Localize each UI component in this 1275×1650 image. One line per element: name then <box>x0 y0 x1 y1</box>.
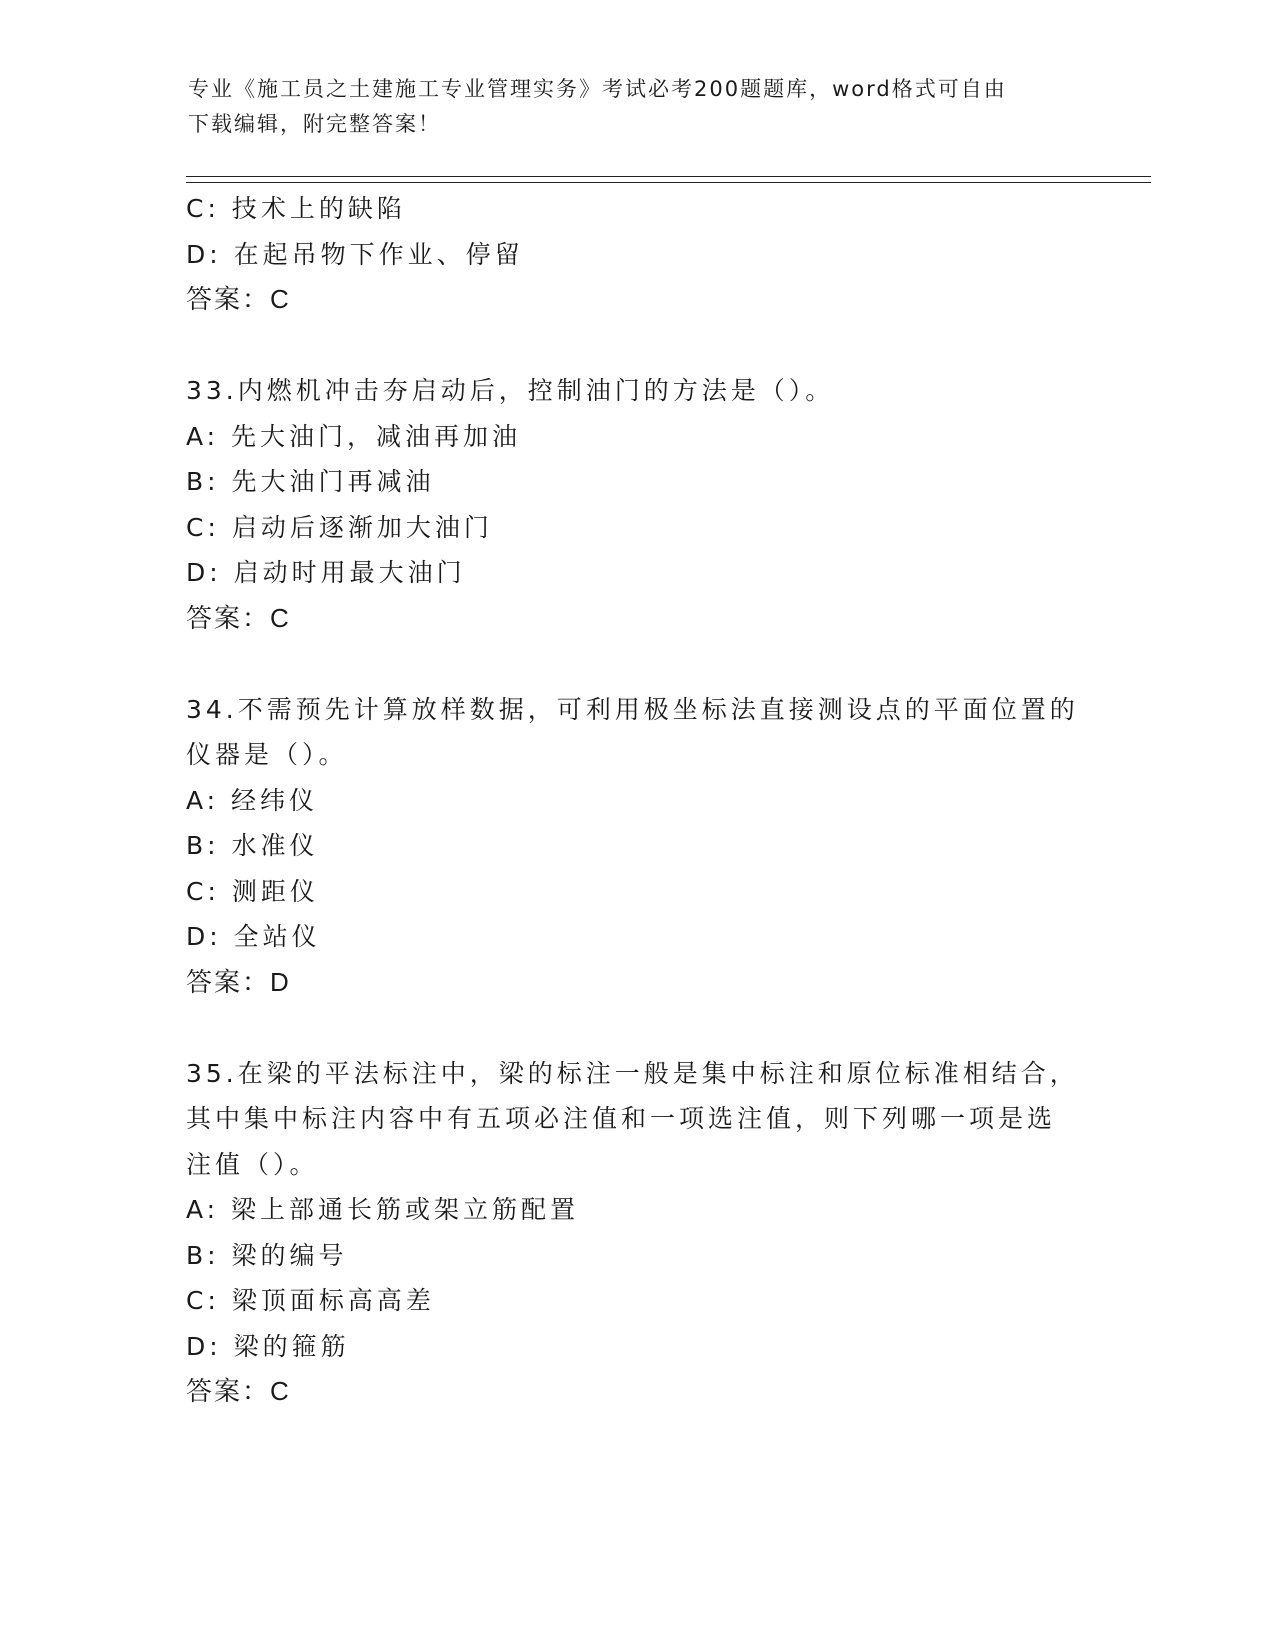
option-b: B: 梁的编号 <box>186 1240 348 1270</box>
question-gap <box>186 1005 1086 1051</box>
option-a: A: 先大油门，减油再加油 <box>186 421 522 451</box>
question-stem-line-3: 注值（）。 <box>186 1149 319 1179</box>
question-32-continued <box>186 186 1086 323</box>
option-d: D: 启动时用最大油门 <box>186 558 466 587</box>
option-b: B: 先大油门再减油 <box>186 467 435 496</box>
question-34 <box>186 687 1086 1006</box>
answer-line: 答案：C <box>186 602 291 633</box>
answer-line: 答案：C <box>186 284 291 314</box>
question-stem-line-2: 其中集中标注内容中有五项必注值和一项选注值，则下列哪一项是选 <box>186 1104 1057 1133</box>
answer-line: 答案：D <box>186 966 291 997</box>
header-line-2: 下载编辑，附完整答案！ <box>188 112 441 136</box>
option-d: D: 全站仪 <box>186 922 321 951</box>
question-gap <box>186 641 1086 687</box>
question-33 <box>186 368 1086 641</box>
question-stem: 33.内燃机冲击夯启动后，控制油门的方法是（）。 <box>186 376 835 405</box>
answer-line: 答案：C <box>186 1376 291 1406</box>
document-header <box>188 72 1088 142</box>
question-gap <box>186 323 1086 369</box>
option-c: C: 测距仪 <box>186 876 319 906</box>
question-list <box>186 186 1086 1415</box>
question-stem-line-1: 35.在梁的平法标注中，梁的标注一般是集中标注和原位标准相结合， <box>186 1058 1079 1088</box>
option-c: C: 启动后逐渐加大油门 <box>186 512 493 542</box>
question-stem-line-1: 34.不需预先计算放样数据，可利用极坐标法直接测设点的平面位置的 <box>186 694 1079 724</box>
option-d: D: 梁的箍筋 <box>186 1331 350 1361</box>
option-c: C: 技术上的缺陷 <box>186 194 406 223</box>
header-divider <box>186 176 1151 183</box>
option-a: A: 梁上部通长筋或架立筋配置 <box>186 1195 580 1224</box>
option-b: B: 水准仪 <box>186 831 319 860</box>
option-c: C: 梁顶面标高高差 <box>186 1286 435 1315</box>
header-line-1: 专业《施工员之土建施工专业管理实务》考试必考200题题库，word格式可自由 <box>188 77 1007 101</box>
option-d: D: 在起吊物下作业、停留 <box>186 239 524 269</box>
option-a: A: 经纬仪 <box>186 785 319 815</box>
question-35 <box>186 1051 1086 1415</box>
question-stem-line-2: 仪器是（）。 <box>186 740 348 769</box>
